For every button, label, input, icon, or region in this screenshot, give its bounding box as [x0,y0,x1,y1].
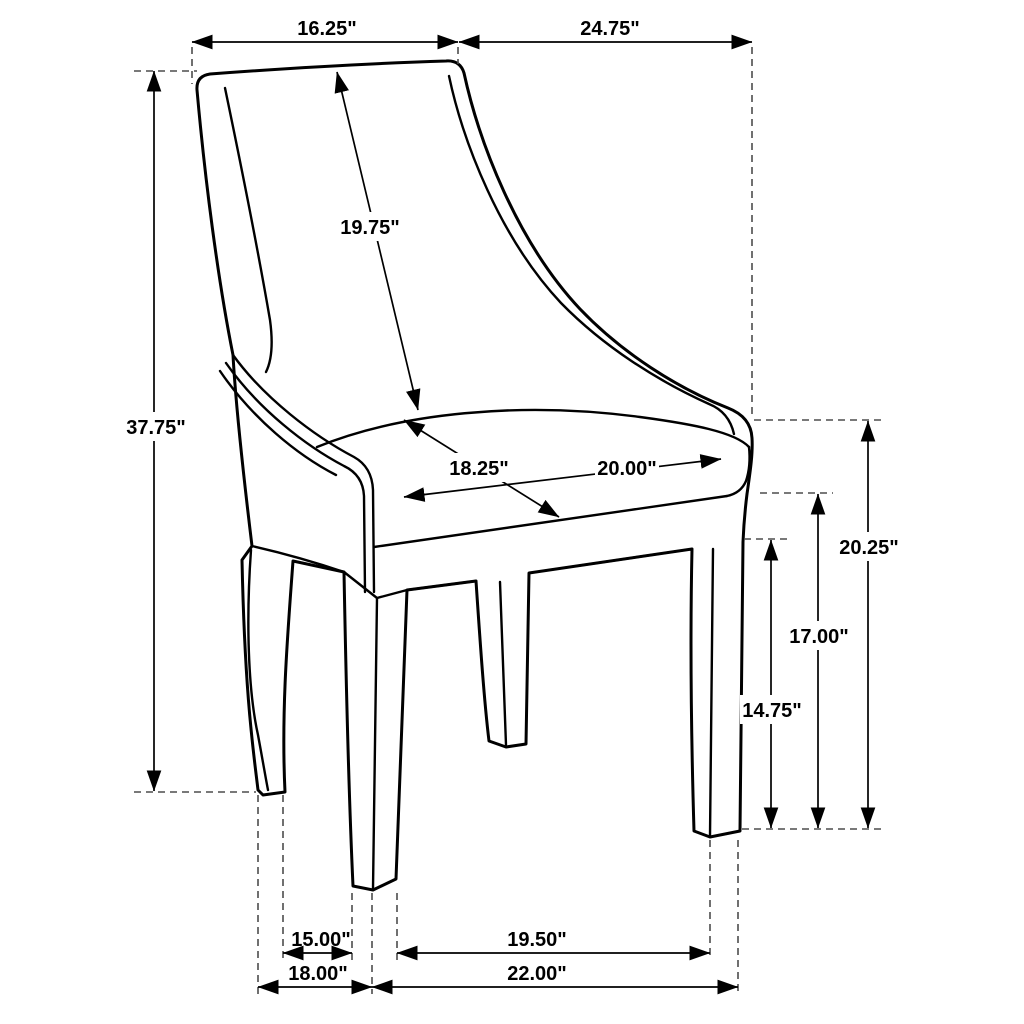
dim-label-back-top-width: 16.25" [297,18,357,40]
dim-label-base-depth: 18.00" [288,963,348,985]
dimension-leg-gap-side [283,795,352,960]
dim-label-seat-front-height: 17.00" [789,626,849,648]
dim-label-overall-height: 37.75" [126,417,186,439]
dim-label-apron-height: 14.75" [742,700,802,722]
dim-label-front-leg-span: 19.50" [507,929,567,951]
dimension-apron-height [740,539,804,828]
dimension-base-width [372,840,738,994]
dim-label-leg-gap-side: 15.00" [291,929,351,951]
dim-label-seat-depth: 18.25" [449,458,509,480]
dim-label-seat-back-height: 20.25" [839,537,899,559]
dim-label-backrest-diagonal: 19.75" [340,217,400,239]
dim-label-top-depth: 24.75" [580,18,640,40]
dim-label-seat-width: 20.00" [597,458,657,480]
dim-label-base-width: 22.00" [507,963,567,985]
dimension-front-leg-span [397,840,710,960]
